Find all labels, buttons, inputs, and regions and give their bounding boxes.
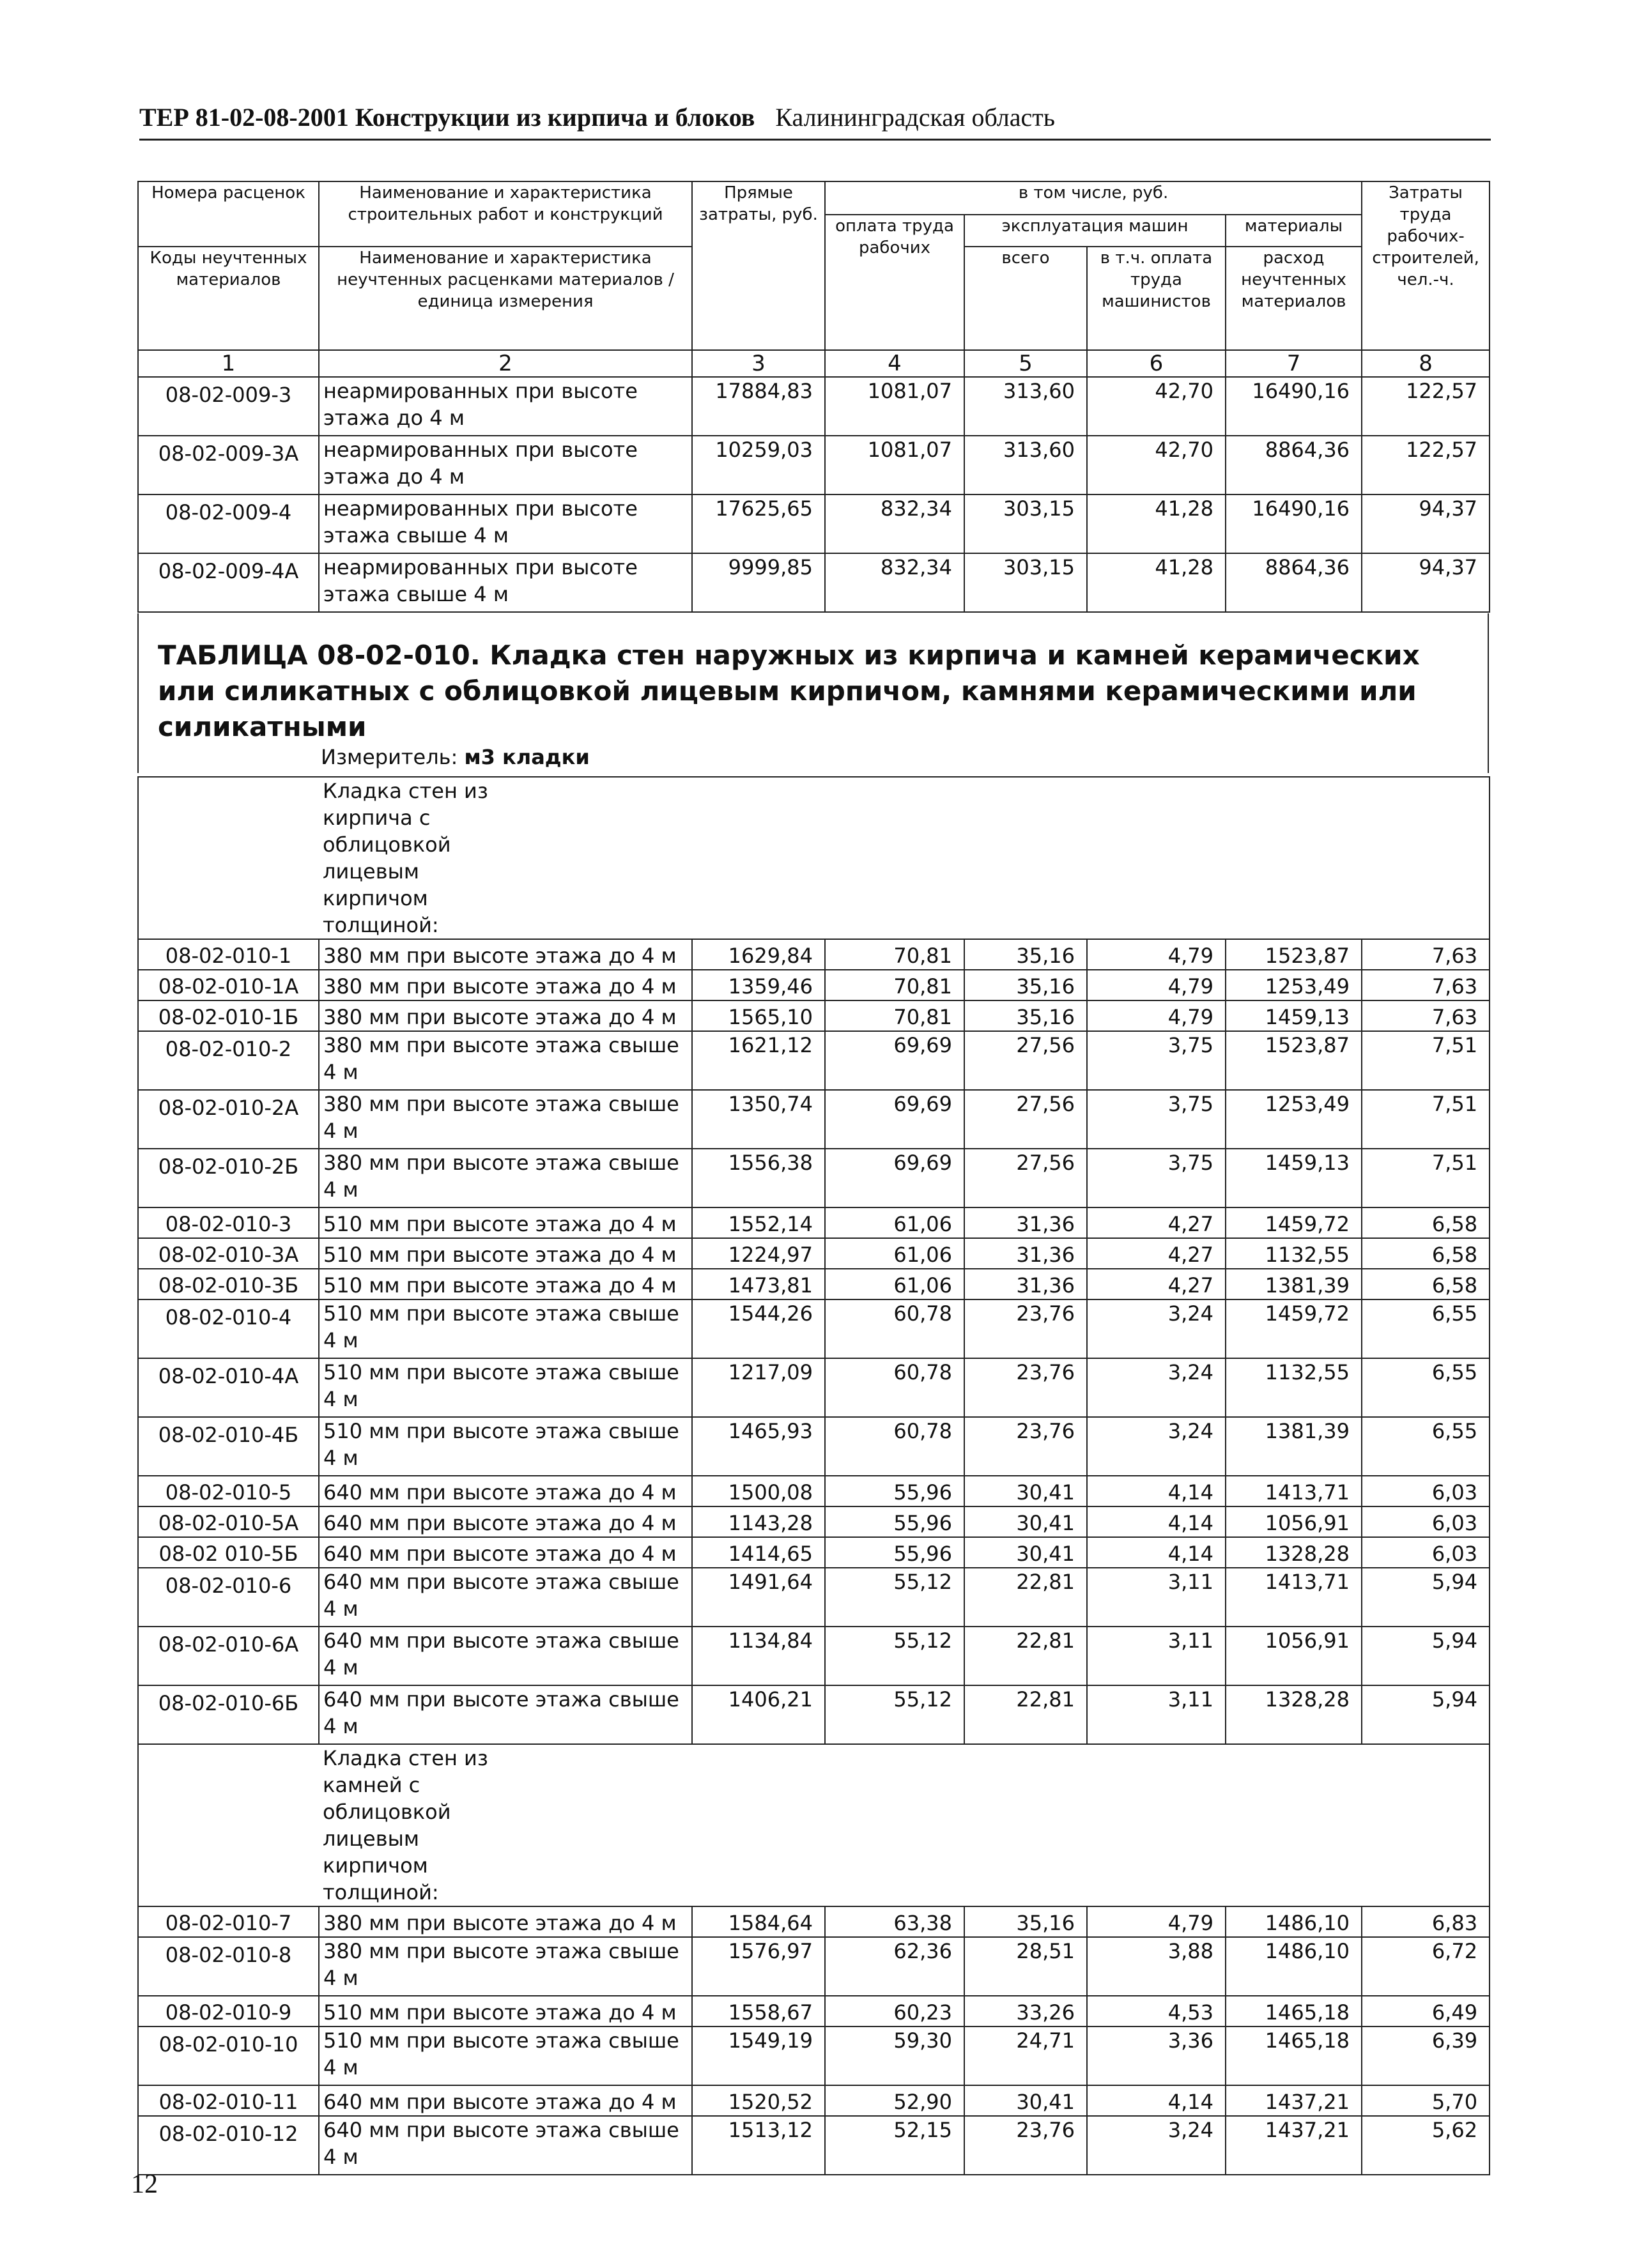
rate-description: 510 мм при высоте этажа свыше 4 м (319, 1417, 692, 1476)
rate-code: 08-02-010-7 (138, 1906, 319, 1937)
value-hours: 6,55 (1362, 1417, 1490, 1476)
value-labor: 61,06 (825, 1207, 964, 1238)
value-direct: 1359,46 (692, 970, 825, 1000)
value-hours: 5,94 (1362, 1568, 1490, 1627)
value-labor: 55,96 (825, 1476, 964, 1506)
rate-code: 08-02-010-4Б (138, 1417, 319, 1476)
value-materials: 1437,21 (1226, 2085, 1362, 2116)
value-labor: 1081,07 (825, 436, 964, 494)
rate-description: 510 мм при высоте этажа до 4 м (319, 1207, 692, 1238)
value-labor: 60,78 (825, 1299, 964, 1358)
value-mach-labor: 3,24 (1087, 1358, 1226, 1417)
value-hours: 6,03 (1362, 1506, 1490, 1537)
rate-code: 08-02-010-12 (138, 2116, 319, 2175)
rates-table-08-02-010 (137, 776, 1490, 2175)
value-materials: 8864,36 (1226, 436, 1362, 494)
page-header (139, 102, 1491, 141)
table-row (138, 494, 1490, 553)
value-materials: 1459,13 (1226, 1149, 1362, 1207)
value-hours: 6,39 (1362, 2027, 1490, 2085)
column-numbers-row (138, 350, 1490, 377)
rate-code: 08-02-010-2А (138, 1090, 319, 1149)
value-materials: 1413,71 (1226, 1568, 1362, 1627)
table-row (138, 939, 1490, 970)
value-hours: 6,55 (1362, 1299, 1490, 1358)
value-hours: 94,37 (1362, 553, 1490, 612)
value-mach-total: 30,41 (964, 1537, 1087, 1568)
value-mach-total: 30,41 (964, 1506, 1087, 1537)
value-hours: 5,94 (1362, 1685, 1490, 1744)
table-row (138, 1476, 1490, 1506)
table-row (138, 1031, 1490, 1090)
value-direct: 9999,85 (692, 553, 825, 612)
rate-code: 08-02-010-6 (138, 1568, 319, 1627)
rate-description: 510 мм при высоте этажа до 4 м (319, 1269, 692, 1299)
value-mach-labor: 4,27 (1087, 1238, 1226, 1269)
rate-code: 08-02-010-1А (138, 970, 319, 1000)
rate-code: 08-02-010-11 (138, 2085, 319, 2116)
rate-code: 08-02-010-10 (138, 2027, 319, 2085)
value-hours: 7,63 (1362, 1000, 1490, 1031)
rate-code: 08-02-010-1Б (138, 1000, 319, 1031)
value-direct: 1558,67 (692, 1996, 825, 2027)
table-row (138, 2085, 1490, 2116)
group-header-row (138, 1744, 1490, 1906)
value-direct: 1143,28 (692, 1506, 825, 1537)
value-mach-labor: 4,79 (1087, 1906, 1226, 1937)
value-materials: 1459,72 (1226, 1299, 1362, 1358)
header-col2-top: Наименование и характеристика строительных работ и конструкций (319, 181, 692, 247)
rate-description: 510 мм при высоте этажа свыше 4 м (319, 2027, 692, 2085)
doc-code: ТЕР 81-02-08-2001 (139, 103, 349, 132)
value-mach-labor: 3,24 (1087, 1417, 1226, 1476)
value-labor: 62,36 (825, 1937, 964, 1996)
value-mach-total: 35,16 (964, 939, 1087, 970)
value-mach-total: 313,60 (964, 377, 1087, 436)
value-hours: 5,94 (1362, 1627, 1490, 1685)
value-mach-labor: 4,27 (1087, 1207, 1226, 1238)
rate-description: 380 мм при высоте этажа свыше 4 м (319, 1149, 692, 1207)
group-header-row (138, 777, 1490, 939)
value-mach-total: 27,56 (964, 1149, 1087, 1207)
table-row (138, 377, 1490, 436)
value-hours: 7,63 (1362, 970, 1490, 1000)
value-direct: 1552,14 (692, 1207, 825, 1238)
table-row (138, 1417, 1490, 1476)
value-mach-total: 30,41 (964, 2085, 1087, 2116)
value-materials: 16490,16 (1226, 494, 1362, 553)
value-hours: 5,70 (1362, 2085, 1490, 2116)
col-number: 1 (138, 350, 319, 377)
value-mach-total: 23,76 (964, 1417, 1087, 1476)
value-labor: 60,78 (825, 1417, 964, 1476)
value-mach-total: 35,16 (964, 1906, 1087, 1937)
table-010-title-block (137, 613, 1489, 773)
value-hours: 7,63 (1362, 939, 1490, 970)
value-materials: 1486,10 (1226, 1906, 1362, 1937)
value-labor: 52,90 (825, 2085, 964, 2116)
value-hours: 6,72 (1362, 1937, 1490, 1996)
meter-label: Измеритель: (321, 745, 458, 769)
value-labor: 55,96 (825, 1506, 964, 1537)
value-labor: 61,06 (825, 1238, 964, 1269)
value-direct: 17625,65 (692, 494, 825, 553)
table-row (138, 1207, 1490, 1238)
value-direct: 1465,93 (692, 1417, 825, 1476)
value-hours: 7,51 (1362, 1031, 1490, 1090)
rate-code: 08-02-010-3 (138, 1207, 319, 1238)
table-row (138, 1238, 1490, 1269)
header-col1-top: Номера расценок (138, 181, 319, 247)
value-direct: 1565,10 (692, 1000, 825, 1031)
value-labor: 69,69 (825, 1149, 964, 1207)
value-mach-total: 23,76 (964, 1299, 1087, 1358)
value-materials: 1459,72 (1226, 1207, 1362, 1238)
value-mach-total: 24,71 (964, 2027, 1087, 2085)
value-direct: 10259,03 (692, 436, 825, 494)
table-row (138, 1000, 1490, 1031)
rate-code: 08-02-010-8 (138, 1937, 319, 1996)
value-labor: 60,23 (825, 1996, 964, 2027)
group-empty-cell (138, 1744, 319, 1906)
value-hours: 6,58 (1362, 1269, 1490, 1299)
table-row (138, 1149, 1490, 1207)
table-row (138, 2027, 1490, 2085)
header-col2-bottom: Наименование и характеристика неучтенных расценками материалов / единица измерения (319, 247, 692, 350)
rate-description: 640 мм при высоте этажа свыше 4 м (319, 2116, 692, 2175)
value-labor: 832,34 (825, 553, 964, 612)
value-hours: 7,51 (1362, 1149, 1490, 1207)
col-number: 5 (964, 350, 1087, 377)
value-hours: 6,49 (1362, 1996, 1490, 2027)
col-number: 7 (1226, 350, 1362, 377)
table-row (138, 1627, 1490, 1685)
rate-description: 510 мм при высоте этажа свыше 4 м (319, 1358, 692, 1417)
rate-description: 380 мм при высоте этажа свыше 4 м (319, 1937, 692, 1996)
value-hours: 122,57 (1362, 436, 1490, 494)
value-mach-labor: 4,79 (1087, 970, 1226, 1000)
group-label: Кладка стен из камней с облицовкой лицевым кирпичом толщиной: (319, 1744, 1490, 1906)
table-row (138, 553, 1490, 612)
value-materials: 1465,18 (1226, 1996, 1362, 2027)
value-mach-labor: 4,14 (1087, 1476, 1226, 1506)
value-mach-labor: 3,36 (1087, 2027, 1226, 2085)
value-direct: 1556,38 (692, 1149, 825, 1207)
rate-description: 640 мм при высоте этажа до 4 м (319, 1476, 692, 1506)
value-materials: 16490,16 (1226, 377, 1362, 436)
rate-code: 08-02-009-3А (138, 436, 319, 494)
section-title: Конструкции из кирпича и блоков (355, 103, 755, 132)
header-col3: Прямые затраты, руб. (692, 181, 825, 350)
rate-description: 380 мм при высоте этажа до 4 м (319, 1906, 692, 1937)
value-hours: 7,51 (1362, 1090, 1490, 1149)
rate-description: неармированных при высоте этажа до 4 м (319, 436, 692, 494)
value-labor: 55,96 (825, 1537, 964, 1568)
value-mach-labor: 4,53 (1087, 1996, 1226, 2027)
group-empty-cell (138, 777, 319, 939)
value-hours: 122,57 (1362, 377, 1490, 436)
rate-code: 08-02-010-2 (138, 1031, 319, 1090)
value-direct: 1350,74 (692, 1090, 825, 1149)
header-col1-bottom: Коды неучтенных материалов (138, 247, 319, 350)
rate-code: 08-02-010-3Б (138, 1269, 319, 1299)
value-direct: 1224,97 (692, 1238, 825, 1269)
value-labor: 69,69 (825, 1090, 964, 1149)
value-mach-total: 23,76 (964, 1358, 1087, 1417)
value-materials: 1132,55 (1226, 1238, 1362, 1269)
value-direct: 1520,52 (692, 2085, 825, 2116)
value-labor: 55,12 (825, 1685, 964, 1744)
value-mach-labor: 4,14 (1087, 2085, 1226, 2116)
value-materials: 1056,91 (1226, 1506, 1362, 1537)
value-labor: 1081,07 (825, 377, 964, 436)
value-labor: 63,38 (825, 1906, 964, 1937)
value-mach-total: 27,56 (964, 1090, 1087, 1149)
value-labor: 832,34 (825, 494, 964, 553)
rate-code: 08-02-010-1 (138, 939, 319, 970)
rate-code: 08-02-010-5 (138, 1476, 319, 1506)
value-hours: 6,83 (1362, 1906, 1490, 1937)
table-row (138, 1090, 1490, 1149)
value-mach-total: 31,36 (964, 1269, 1087, 1299)
value-mach-labor: 3,11 (1087, 1568, 1226, 1627)
meter-line (321, 745, 590, 769)
value-materials: 1381,39 (1226, 1269, 1362, 1299)
value-direct: 1473,81 (692, 1269, 825, 1299)
value-mach-labor: 42,70 (1087, 377, 1226, 436)
rate-description: неармированных при высоте этажа свыше 4 м (319, 553, 692, 612)
value-mach-labor: 3,11 (1087, 1685, 1226, 1744)
table-row (138, 1996, 1490, 2027)
value-mach-labor: 3,88 (1087, 1937, 1226, 1996)
header-col6: в т.ч. оплата труда машинистов (1087, 247, 1226, 350)
header-col4: оплата труда рабочих (825, 215, 964, 350)
value-labor: 70,81 (825, 939, 964, 970)
value-mach-total: 23,76 (964, 2116, 1087, 2175)
value-materials: 8864,36 (1226, 553, 1362, 612)
table-title: ТАБЛИЦА 08-02-010. Кладка стен наружных из кирпича и камней керамических или силикатных с облицовкой лицевым кирпичом, камнями керамическими или силикатными (158, 640, 1420, 742)
value-hours: 6,58 (1362, 1207, 1490, 1238)
value-mach-labor: 42,70 (1087, 436, 1226, 494)
rate-description: 380 мм при высоте этажа свыше 4 м (319, 1031, 692, 1090)
table-row (138, 1358, 1490, 1417)
rate-code: 08-02-010-9 (138, 1996, 319, 2027)
col-number: 6 (1087, 350, 1226, 377)
rate-description: 380 мм при высоте этажа до 4 м (319, 939, 692, 970)
value-mach-total: 31,36 (964, 1238, 1087, 1269)
value-mach-total: 35,16 (964, 970, 1087, 1000)
value-mach-total: 33,26 (964, 1996, 1087, 2027)
value-hours: 6,58 (1362, 1238, 1490, 1269)
rate-code: 08-02-010-3А (138, 1238, 319, 1269)
value-mach-total: 22,81 (964, 1568, 1087, 1627)
rate-description: 640 мм при высоте этажа свыше 4 м (319, 1568, 692, 1627)
table-row (138, 1685, 1490, 1744)
value-mach-labor: 41,28 (1087, 494, 1226, 553)
value-materials: 1132,55 (1226, 1358, 1362, 1417)
value-materials: 1328,28 (1226, 1685, 1362, 1744)
value-materials: 1328,28 (1226, 1537, 1362, 1568)
table-row (138, 1506, 1490, 1537)
value-mach-labor: 3,24 (1087, 1299, 1226, 1358)
value-materials: 1413,71 (1226, 1476, 1362, 1506)
rate-code: 08-02-009-4 (138, 494, 319, 553)
value-labor: 52,15 (825, 2116, 964, 2175)
rate-description: 640 мм при высоте этажа до 4 м (319, 1506, 692, 1537)
rate-description: 380 мм при высоте этажа до 4 м (319, 1000, 692, 1031)
value-mach-total: 35,16 (964, 1000, 1087, 1031)
table-row (138, 1568, 1490, 1627)
value-materials: 1437,21 (1226, 2116, 1362, 2175)
rate-code: 08-02-009-3 (138, 377, 319, 436)
value-mach-labor: 4,79 (1087, 1000, 1226, 1031)
value-mach-labor: 3,75 (1087, 1090, 1226, 1149)
table-row (138, 2116, 1490, 2175)
value-labor: 59,30 (825, 2027, 964, 2085)
value-hours: 6,55 (1362, 1358, 1490, 1417)
value-direct: 1406,21 (692, 1685, 825, 1744)
page-number: 12 (131, 2170, 158, 2199)
value-direct: 17884,83 (692, 377, 825, 436)
value-mach-total: 31,36 (964, 1207, 1087, 1238)
rates-table-header-and-prev (137, 181, 1490, 613)
value-labor: 60,78 (825, 1358, 964, 1417)
value-hours: 6,03 (1362, 1537, 1490, 1568)
value-labor: 70,81 (825, 1000, 964, 1031)
value-mach-labor: 4,27 (1087, 1269, 1226, 1299)
table-row (138, 436, 1490, 494)
value-materials: 1465,18 (1226, 2027, 1362, 2085)
header-group-including: в том числе, руб. (825, 181, 1362, 215)
value-materials: 1253,49 (1226, 1090, 1362, 1149)
value-hours: 94,37 (1362, 494, 1490, 553)
region: Калининградская область (775, 103, 1055, 132)
rate-code: 08-02-010-2Б (138, 1149, 319, 1207)
col-number: 3 (692, 350, 825, 377)
col-number: 2 (319, 350, 692, 377)
value-hours: 5,62 (1362, 2116, 1490, 2175)
rate-description: 640 мм при высоте этажа до 4 м (319, 1537, 692, 1568)
value-direct: 1584,64 (692, 1906, 825, 1937)
rate-code: 08-02-010-5А (138, 1506, 319, 1537)
value-direct: 1544,26 (692, 1299, 825, 1358)
header-group-machines: эксплуатация машин (964, 215, 1226, 247)
value-mach-labor: 4,79 (1087, 939, 1226, 970)
rate-code: 08-02-010-4 (138, 1299, 319, 1358)
group-label: Кладка стен из кирпича с облицовкой лицевым кирпичом толщиной: (319, 777, 1490, 939)
value-direct: 1513,12 (692, 2116, 825, 2175)
header-col5: всего (964, 247, 1087, 350)
rate-code: 08-02-009-4А (138, 553, 319, 612)
value-hours: 6,03 (1362, 1476, 1490, 1506)
value-mach-total: 313,60 (964, 436, 1087, 494)
rate-description: неармированных при высоте этажа свыше 4 м (319, 494, 692, 553)
table-row (138, 1937, 1490, 1996)
value-direct: 1217,09 (692, 1358, 825, 1417)
value-mach-labor: 41,28 (1087, 553, 1226, 612)
rate-code: 08-02-010-6А (138, 1627, 319, 1685)
rate-description: 510 мм при высоте этажа до 4 м (319, 1996, 692, 2027)
rate-description: 510 мм при высоте этажа до 4 м (319, 1238, 692, 1269)
value-materials: 1056,91 (1226, 1627, 1362, 1685)
value-mach-labor: 3,75 (1087, 1149, 1226, 1207)
table-row (138, 1537, 1490, 1568)
value-mach-total: 303,15 (964, 494, 1087, 553)
value-labor: 55,12 (825, 1568, 964, 1627)
header-col8: Затраты труда рабочих-строителей, чел.-ч. (1362, 181, 1490, 350)
value-direct: 1500,08 (692, 1476, 825, 1506)
rate-description: 640 мм при высоте этажа свыше 4 м (319, 1627, 692, 1685)
rate-code: 08-02-010-4А (138, 1358, 319, 1417)
value-labor: 61,06 (825, 1269, 964, 1299)
value-direct: 1621,12 (692, 1031, 825, 1090)
value-mach-total: 30,41 (964, 1476, 1087, 1506)
value-direct: 1549,19 (692, 2027, 825, 2085)
header-col7: расход неучтенных материалов (1226, 247, 1362, 350)
rate-code: 08-02-010-6Б (138, 1685, 319, 1744)
value-labor: 70,81 (825, 970, 964, 1000)
value-mach-labor: 4,14 (1087, 1506, 1226, 1537)
rate-description: 640 мм при высоте этажа свыше 4 м (319, 1685, 692, 1744)
value-mach-total: 28,51 (964, 1937, 1087, 1996)
value-labor: 69,69 (825, 1031, 964, 1090)
header-group-materials: материалы (1226, 215, 1362, 247)
value-mach-total: 22,81 (964, 1685, 1087, 1744)
value-materials: 1381,39 (1226, 1417, 1362, 1476)
value-direct: 1414,65 (692, 1537, 825, 1568)
rate-description: 380 мм при высоте этажа свыше 4 м (319, 1090, 692, 1149)
table-row (138, 970, 1490, 1000)
value-mach-labor: 3,11 (1087, 1627, 1226, 1685)
rate-description: 510 мм при высоте этажа свыше 4 м (319, 1299, 692, 1358)
value-materials: 1523,87 (1226, 1031, 1362, 1090)
value-direct: 1491,64 (692, 1568, 825, 1627)
value-materials: 1523,87 (1226, 939, 1362, 970)
value-direct: 1629,84 (692, 939, 825, 970)
value-mach-labor: 3,75 (1087, 1031, 1226, 1090)
table-row (138, 1906, 1490, 1937)
value-materials: 1486,10 (1226, 1937, 1362, 1996)
value-direct: 1576,97 (692, 1937, 825, 1996)
meter-value: м3 кладки (464, 745, 590, 769)
value-materials: 1459,13 (1226, 1000, 1362, 1031)
table-row (138, 1299, 1490, 1358)
value-mach-total: 27,56 (964, 1031, 1087, 1090)
value-direct: 1134,84 (692, 1627, 825, 1685)
rate-description: 640 мм при высоте этажа до 4 м (319, 2085, 692, 2116)
rate-code: 08-02 010-5Б (138, 1537, 319, 1568)
col-number: 4 (825, 350, 964, 377)
value-materials: 1253,49 (1226, 970, 1362, 1000)
value-labor: 55,12 (825, 1627, 964, 1685)
rate-description: неармированных при высоте этажа до 4 м (319, 377, 692, 436)
value-mach-total: 303,15 (964, 553, 1087, 612)
value-mach-labor: 3,24 (1087, 2116, 1226, 2175)
value-mach-total: 22,81 (964, 1627, 1087, 1685)
col-number: 8 (1362, 350, 1490, 377)
value-mach-labor: 4,14 (1087, 1537, 1226, 1568)
rate-description: 380 мм при высоте этажа до 4 м (319, 970, 692, 1000)
table-row (138, 1269, 1490, 1299)
